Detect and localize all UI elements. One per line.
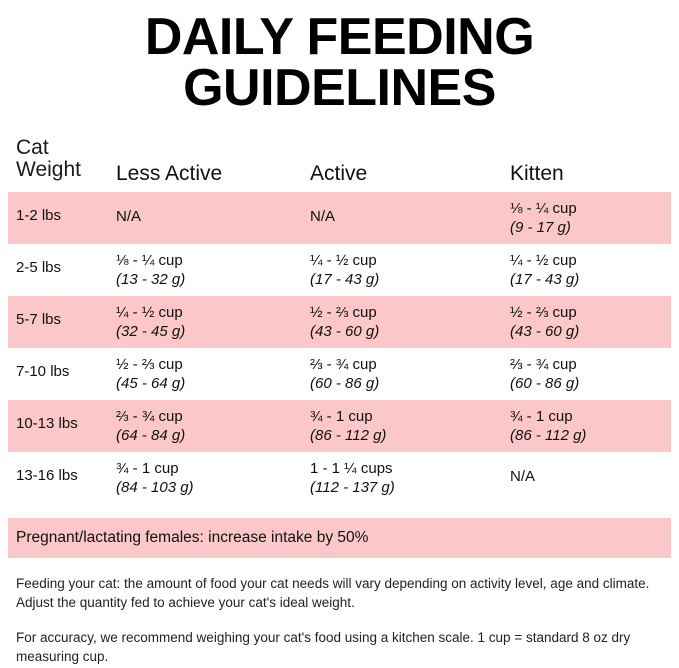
cell-cups: ¾ - 1 cup bbox=[510, 407, 573, 425]
cell-cups: ½ - ⅔ cup bbox=[310, 303, 377, 321]
pregnant-lactating-note: Pregnant/lactating females: increase intake by 50% bbox=[8, 518, 671, 558]
cell-kitten bbox=[502, 452, 671, 495]
row-weight-label: 7-10 lbs bbox=[16, 362, 70, 380]
cell-cups: ¼ - ½ cup bbox=[310, 251, 377, 269]
column-header-kitten: Kitten bbox=[510, 162, 564, 186]
cell-less-active bbox=[108, 296, 302, 350]
cell-less-active bbox=[108, 400, 302, 454]
cell-cups: ¼ - ½ cup bbox=[116, 303, 183, 321]
column-header-active: Active bbox=[310, 162, 368, 186]
footnotes bbox=[8, 574, 671, 667]
cell-grams: (9 - 17 g) bbox=[510, 218, 571, 236]
footnote-feeding-advice: Feeding your cat: the amount of food your cat needs will vary depending on activity level, age and climate. Adjust the quantity fed to achieve your cat's ideal weight. bbox=[16, 575, 650, 611]
cell-kitten bbox=[502, 348, 671, 402]
page-title bbox=[8, 0, 671, 117]
table-header-row bbox=[8, 136, 671, 192]
cell-grams: (86 - 112 g) bbox=[310, 426, 387, 444]
cell-active bbox=[302, 452, 502, 506]
cell-grams: (32 - 45 g) bbox=[116, 322, 186, 340]
row-weight-label: 1-2 lbs bbox=[16, 206, 62, 224]
cell-less-active bbox=[108, 452, 302, 506]
table-row bbox=[8, 192, 671, 244]
cell-active bbox=[302, 348, 502, 402]
cell-active bbox=[302, 192, 502, 235]
column-header-cat-weight bbox=[8, 129, 108, 190]
row-weight-label: 10-13 lbs bbox=[16, 414, 78, 432]
cell-grams: (43 - 60 g) bbox=[510, 322, 580, 340]
cell-cups: N/A bbox=[116, 207, 142, 225]
column-header-less-active: Less Active bbox=[116, 162, 223, 186]
cell-grams: (17 - 43 g) bbox=[310, 270, 380, 288]
cell-cups: ½ - ⅔ cup bbox=[116, 355, 183, 373]
row-weight-label: 2-5 lbs bbox=[16, 258, 62, 276]
cell-grams: (45 - 64 g) bbox=[116, 374, 186, 392]
cell-grams: (84 - 103 g) bbox=[116, 478, 194, 496]
table-row bbox=[8, 244, 671, 296]
footnote-accuracy-advice: For accuracy, we recommend weighing your cat's food using a kitchen scale. 1 cup = standard 8 oz dry measuring cup. bbox=[16, 630, 631, 665]
cell-less-active bbox=[108, 348, 302, 402]
cell-cups: N/A bbox=[310, 207, 336, 225]
cell-kitten bbox=[502, 296, 671, 350]
cell-less-active bbox=[108, 244, 302, 298]
cell-cups: ⅛ - ¼ cup bbox=[116, 251, 183, 269]
cell-grams: (13 - 32 g) bbox=[116, 270, 186, 288]
cell-kitten bbox=[502, 244, 671, 298]
table-row bbox=[8, 452, 671, 504]
page-title-line-1: DAILY FEEDING bbox=[144, 8, 535, 66]
cell-grams: (112 - 137 g) bbox=[310, 478, 395, 496]
feeding-table bbox=[8, 136, 671, 504]
table-row bbox=[8, 400, 671, 452]
row-weight-label: 13-16 lbs bbox=[16, 466, 78, 484]
cell-cups: ⅛ - ¼ cup bbox=[510, 199, 577, 217]
cell-grams: (64 - 84 g) bbox=[116, 426, 186, 444]
cell-cups: ⅔ - ¾ cup bbox=[510, 355, 577, 373]
cell-less-active bbox=[108, 192, 302, 235]
cell-grams: (17 - 43 g) bbox=[510, 270, 580, 288]
column-header-cat-weight-line-2: Weight bbox=[16, 158, 81, 182]
cell-active bbox=[302, 400, 502, 454]
cell-cups: 1 - 1 ¼ cups bbox=[310, 459, 393, 477]
cell-cups: ⅔ - ¾ cup bbox=[116, 407, 183, 425]
cell-kitten bbox=[502, 400, 671, 454]
cell-cups: ¼ - ½ cup bbox=[510, 251, 577, 269]
page-title-line-2: GUIDELINES bbox=[183, 58, 496, 117]
cell-cups: ¾ - 1 cup bbox=[310, 407, 373, 425]
cell-cups: ¾ - 1 cup bbox=[116, 459, 179, 477]
row-weight-label: 5-7 lbs bbox=[16, 310, 62, 328]
cell-grams: (60 - 86 g) bbox=[510, 374, 580, 392]
cell-kitten bbox=[502, 192, 671, 246]
cell-cups: ½ - ⅔ cup bbox=[510, 303, 577, 321]
table-row bbox=[8, 296, 671, 348]
cell-active bbox=[302, 296, 502, 350]
cell-cups: ⅔ - ¾ cup bbox=[310, 355, 377, 373]
cell-grams: (60 - 86 g) bbox=[310, 374, 380, 392]
cell-active bbox=[302, 244, 502, 298]
cell-grams: (86 - 112 g) bbox=[510, 426, 587, 444]
column-header-cat-weight-line-1: Cat bbox=[16, 135, 49, 159]
cell-grams: (43 - 60 g) bbox=[310, 322, 380, 340]
table-row bbox=[8, 348, 671, 400]
cell-cups: N/A bbox=[510, 467, 536, 485]
